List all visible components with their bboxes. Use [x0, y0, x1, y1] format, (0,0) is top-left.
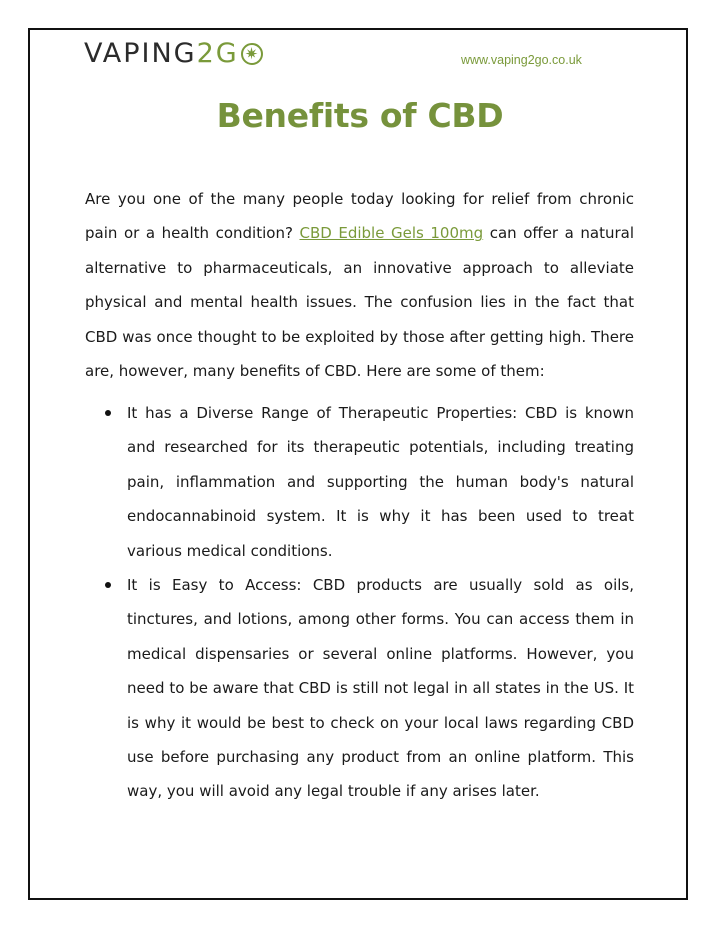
list-item-text: It is Easy to Access: CBD products are usually sold as oils, tinctures, and lotions, among other forms. You can access them in medical dispensaries or several online platforms. However, you need to be aware that CBD is still not legal in all states in the US. It is why it would be best to check on your local laws regarding CBD use before purchasing any product from an online platform. This way, you will avoid any legal trouble if any arises later. [127, 576, 634, 801]
page-title: Benefits of CBD [216, 96, 504, 135]
intro-paragraph [85, 182, 634, 388]
list-item [85, 396, 634, 568]
benefits-list [85, 396, 634, 809]
vaping2go-logo[interactable] [84, 38, 263, 70]
list-item [85, 568, 634, 809]
cannabis-leaf-icon [241, 43, 263, 65]
cbd-edible-gels-link[interactable]: CBD Edible Gels 100mg [299, 224, 484, 243]
list-item-text: It has a Diverse Range of Therapeutic Properties: CBD is known and researched for its therapeutic potentials, including treating pain, inflammation and supporting the human body's natural endocannabinoid system. It is why it has been used to treat various medical conditions. [127, 404, 634, 560]
bullet-icon [105, 410, 111, 416]
bullet-icon [105, 582, 111, 588]
logo-text-vaping: VAPING [84, 38, 197, 69]
logo-text-2g: 2G [196, 38, 239, 69]
website-url[interactable]: www.vaping2go.co.uk [461, 53, 582, 67]
intro-text-start: Are you one of the many people today looking for relief from chronic pain or a health condition? [85, 190, 634, 243]
intro-text-end: can offer a natural alternative to pharmaceuticals, an innovative approach to alleviate physical and mental health issues. The confusion lies in the fact that CBD was once thought to be exploited by those after getting high. There are, however, many benefits of CBD. Here are some of them: [85, 224, 635, 381]
